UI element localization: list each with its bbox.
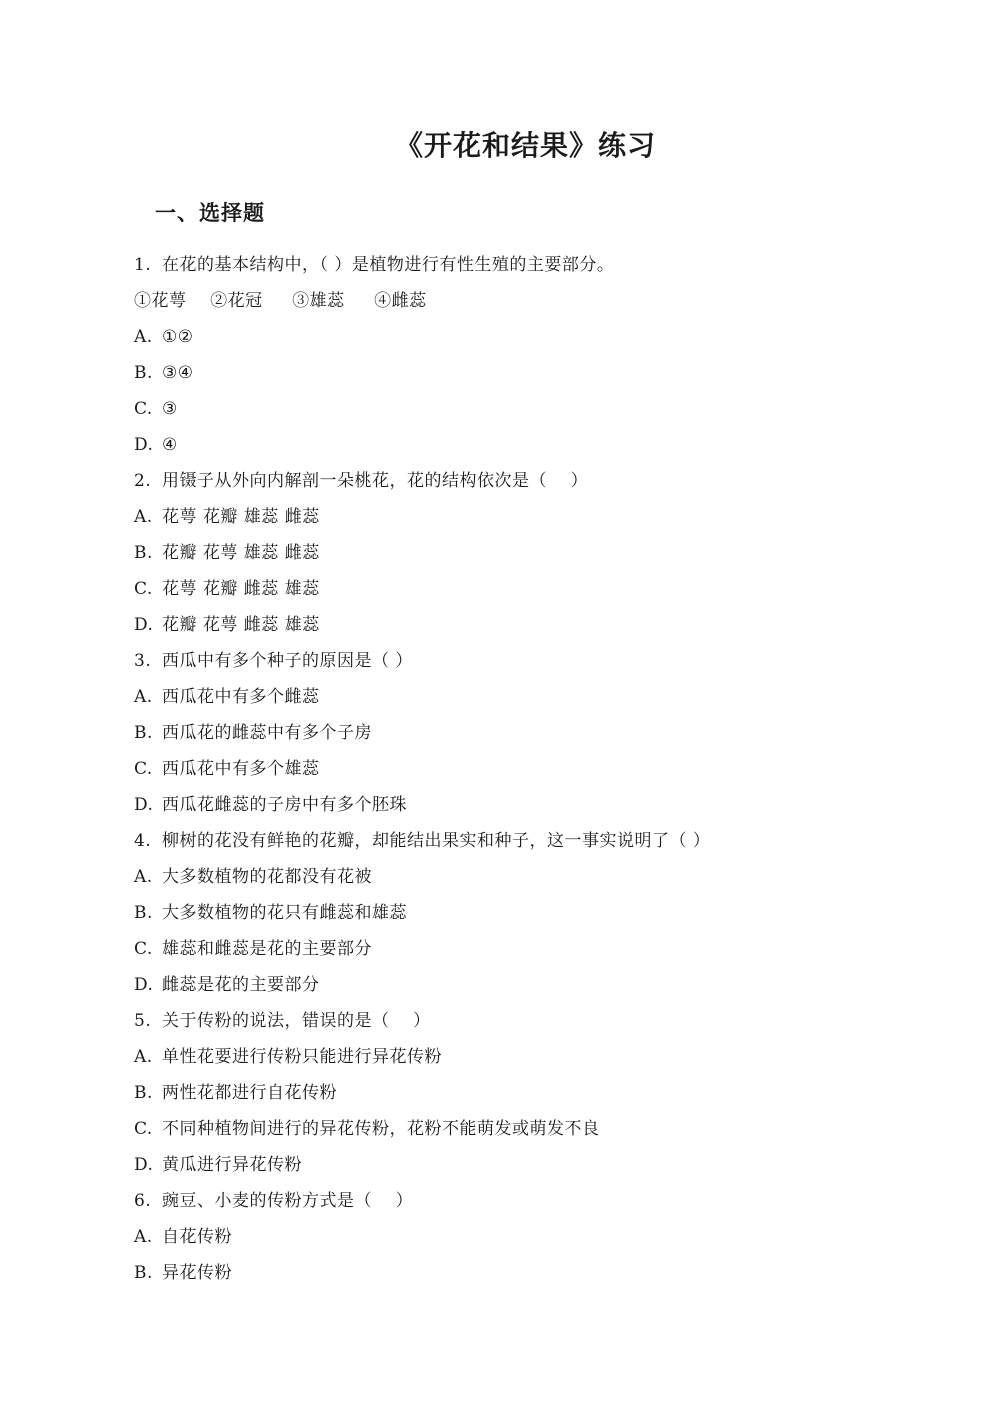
answer-option [134,755,934,791]
question-list [134,251,934,1295]
item-text: ①② [162,327,194,347]
question-stem [134,827,934,863]
item-text: 关于传粉的说法，错误的是（ ） [162,1011,431,1031]
answer-option [134,1079,934,1115]
item-text: 花瓣 花萼 雌蕊 雄蕊 [162,615,320,635]
section-heading: 一、选择题 [155,201,265,225]
item-text: 西瓜花中有多个雄蕊 [162,759,320,779]
question-stem [134,1187,934,1223]
question-stem [134,1007,934,1043]
item-text: 柳树的花没有鲜艳的花瓣，却能结出果实和种子，这一事实说明了（ ） [162,831,711,851]
answer-option [134,1115,934,1151]
item-text: ③④ [162,363,194,383]
question-note [134,287,934,323]
item-text: 雌蕊是花的主要部分 [162,975,320,995]
answer-option [134,575,934,611]
item-label: B. [134,723,153,743]
item-text: 单性花要进行传粉只能进行异花传粉 [162,1047,442,1067]
answer-option [134,1043,934,1079]
item-label: A. [134,1047,153,1067]
item-text: 黄瓜进行异花传粉 [162,1155,302,1175]
item-label: A. [134,867,153,887]
item-label: 2. [134,471,152,491]
item-label: D. [134,615,154,635]
item-text: 两性花都进行自花传粉 [162,1083,337,1103]
answer-option [134,935,934,971]
item-text: 花瓣 花萼 雄蕊 雌蕊 [162,543,320,563]
item-label: C. [134,759,153,779]
item-text: ④ [162,435,178,455]
item-label: 6. [134,1191,152,1211]
item-label: A. [134,507,153,527]
answer-option [134,1259,934,1295]
question-stem [134,467,934,503]
question-stem [134,251,934,287]
item-text: 西瓜花中有多个雌蕊 [162,687,320,707]
item-text: 西瓜中有多个种子的原因是（ ） [162,651,413,671]
item-label: B. [134,903,153,923]
answer-option [134,683,934,719]
item-text: 不同种植物间进行的异花传粉，花粉不能萌发或萌发不良 [162,1119,600,1139]
item-text: 西瓜花的雌蕊中有多个子房 [162,723,372,743]
item-label: D. [134,795,154,815]
item-text: 大多数植物的花只有雌蕊和雄蕊 [162,903,407,923]
item-label: A. [134,687,153,707]
item-label: C. [134,399,153,419]
item-label: C. [134,939,153,959]
item-text: ①花萼 ②花冠 ③雄蕊 ④雌蕊 [134,291,427,311]
item-label: C. [134,1119,153,1139]
item-text: 异花传粉 [162,1263,232,1283]
item-text: 雄蕊和雌蕊是花的主要部分 [162,939,372,959]
item-text: 自花传粉 [162,1227,232,1247]
item-label: A. [134,327,153,347]
answer-option [134,539,934,575]
answer-option [134,1223,934,1259]
question-stem [134,647,934,683]
answer-option [134,323,934,359]
item-label: 3. [134,651,152,671]
answer-option [134,611,934,647]
answer-option [134,359,934,395]
item-label: 5. [134,1011,152,1031]
answer-option [134,395,934,431]
item-text: 花萼 花瓣 雄蕊 雌蕊 [162,507,320,527]
item-label: D. [134,1155,154,1175]
item-label: 1. [134,255,152,275]
item-label: B. [134,1263,153,1283]
item-label: B. [134,363,153,383]
answer-option [134,791,934,827]
answer-option [134,899,934,935]
item-text: 花萼 花瓣 雌蕊 雄蕊 [162,579,320,599]
item-text: 西瓜花雌蕊的子房中有多个胚珠 [162,795,407,815]
item-label: D. [134,975,154,995]
item-text: 大多数植物的花都没有花被 [162,867,372,887]
item-label: B. [134,1083,153,1103]
answer-option [134,503,934,539]
item-text: 用镊子从外向内解剖一朵桃花，花的结构依次是（ ） [162,471,589,491]
item-label: B. [134,543,153,563]
item-text: 豌豆、小麦的传粉方式是（ ） [162,1191,414,1211]
item-text: 在花的基本结构中，（ ）是植物进行有性生殖的主要部分。 [162,255,615,275]
item-label: D. [134,435,154,455]
answer-option [134,719,934,755]
answer-option [134,971,934,1007]
item-label: A. [134,1227,153,1247]
answer-option [134,863,934,899]
item-label: C. [134,579,153,599]
item-label: 4. [134,831,152,851]
page-title: 《开花和结果》练习 [394,129,656,162]
answer-option [134,431,934,467]
answer-option [134,1151,934,1187]
item-text: ③ [162,399,178,419]
